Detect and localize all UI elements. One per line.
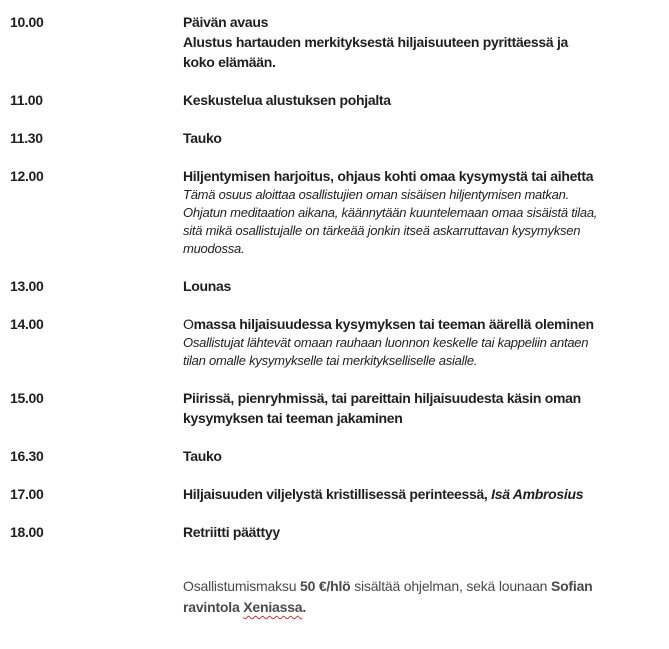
entry-line (183, 576, 665, 597)
text-segment: koko elämään. (183, 54, 276, 70)
schedule-row (10, 12, 665, 72)
text-segment: Päivän avaus (183, 14, 269, 30)
schedule-row (10, 314, 665, 370)
schedule-row (10, 90, 665, 110)
text-segment: Tauko (183, 448, 222, 464)
time-label: 16.30 (10, 448, 44, 464)
entry-content (183, 12, 665, 72)
entry-line (183, 128, 665, 148)
text-segment: Isä Ambrosius (491, 486, 584, 502)
text-segment: Osallistujat lähtevät omaan rauhaan luonnon keskelle tai kappeliin antaen (183, 335, 589, 350)
text-segment: Piirissä, pienryhmissä, tai pareittain hiljaisuudesta käsin oman (183, 390, 581, 406)
text-segment: massa hiljaisuudessa kysymyksen tai teeman äärellä oleminen (193, 316, 594, 332)
text-segment: sitä mikä osallistujalle on tärkeää jonkin itseä askarruttavan kysymyksen (183, 223, 581, 238)
footer-note (10, 576, 665, 618)
text-segment: Keskustelua alustuksen pohjalta (183, 92, 391, 108)
entry-line (183, 12, 665, 32)
text-segment: Tämä osuus aloittaa osallistujien oman sisäisen hiljentymisen matkan. (183, 187, 569, 202)
spellcheck-flagged-word: Xeniassa (243, 599, 303, 615)
entry-line (183, 484, 665, 504)
entry-content (183, 484, 665, 504)
time-label: 18.00 (10, 524, 44, 540)
entry-line (183, 222, 665, 240)
text-segment: muodossa. (183, 241, 245, 256)
footer-note-content (183, 576, 665, 618)
entry-line (183, 352, 665, 370)
schedule-row (10, 388, 665, 428)
entry-line (183, 52, 665, 72)
entry-line (183, 204, 665, 222)
text-segment: 50 €/hlö (299, 578, 351, 594)
text-segment: . (302, 599, 307, 615)
entry-content (183, 388, 665, 428)
text-segment: Sofian (550, 578, 593, 594)
entry-line (183, 166, 665, 186)
text-segment: Lounas (183, 278, 231, 294)
text-segment: kysymyksen tai teeman jakaminen (183, 410, 403, 426)
time-label: 15.00 (10, 390, 44, 406)
text-segment: sisältää ohjelman, sekä lounaan (350, 578, 551, 594)
schedule-row (10, 166, 665, 258)
entry-content (183, 314, 665, 370)
entry-line (183, 276, 665, 296)
entry-line (183, 32, 665, 52)
text-segment: O (183, 316, 194, 332)
entry-content (183, 446, 665, 466)
entry-content (183, 522, 665, 542)
entry-line (183, 240, 665, 258)
entry-content (183, 128, 665, 148)
entry-line (183, 388, 665, 408)
time-label: 14.00 (10, 316, 44, 332)
entry-line (183, 90, 665, 110)
entry-line (183, 314, 665, 334)
time-label: 17.00 (10, 486, 44, 502)
text-segment: Hiljentymisen harjoitus, ohjaus kohti omaa kysymystä tai aihetta (183, 168, 594, 184)
text-segment: Osallistumismaksu (183, 578, 300, 594)
schedule-row (10, 128, 665, 148)
text-segment: ravintola (183, 599, 244, 615)
entry-line (183, 446, 665, 466)
footer-spacer (10, 576, 183, 618)
text-segment: Hiljaisuuden viljelystä kristillisessä perinteessä, (183, 486, 492, 502)
time-label: 11.00 (10, 92, 43, 108)
entry-content (183, 166, 665, 258)
text-segment: Ohjatun meditaation aikana, käännytään kuuntelemaan omaa sisäistä tilaa, (183, 205, 598, 220)
text-segment: Retriitti päättyy (183, 524, 280, 540)
entry-line (183, 334, 665, 352)
schedule-row (10, 446, 665, 466)
entry-content (183, 276, 665, 296)
schedule-row (10, 484, 665, 504)
time-label: 12.00 (10, 168, 44, 184)
entry-content (183, 90, 665, 110)
time-label: 11.30 (10, 130, 43, 146)
text-segment: Tauko (183, 130, 222, 146)
text-segment: tilan omalle kysymykselle tai merkitykselliselle asialle. (183, 353, 478, 368)
text-segment: Alustus hartauden merkityksestä hiljaisuuteen pyrittäessä ja (183, 34, 569, 50)
entry-line (183, 186, 665, 204)
entry-line (183, 408, 665, 428)
schedule-row (10, 522, 665, 542)
entry-line (183, 522, 665, 542)
time-label: 10.00 (10, 14, 44, 30)
schedule-row (10, 276, 665, 296)
schedule-list (10, 12, 665, 542)
time-label: 13.00 (10, 278, 44, 294)
entry-line (183, 597, 665, 618)
